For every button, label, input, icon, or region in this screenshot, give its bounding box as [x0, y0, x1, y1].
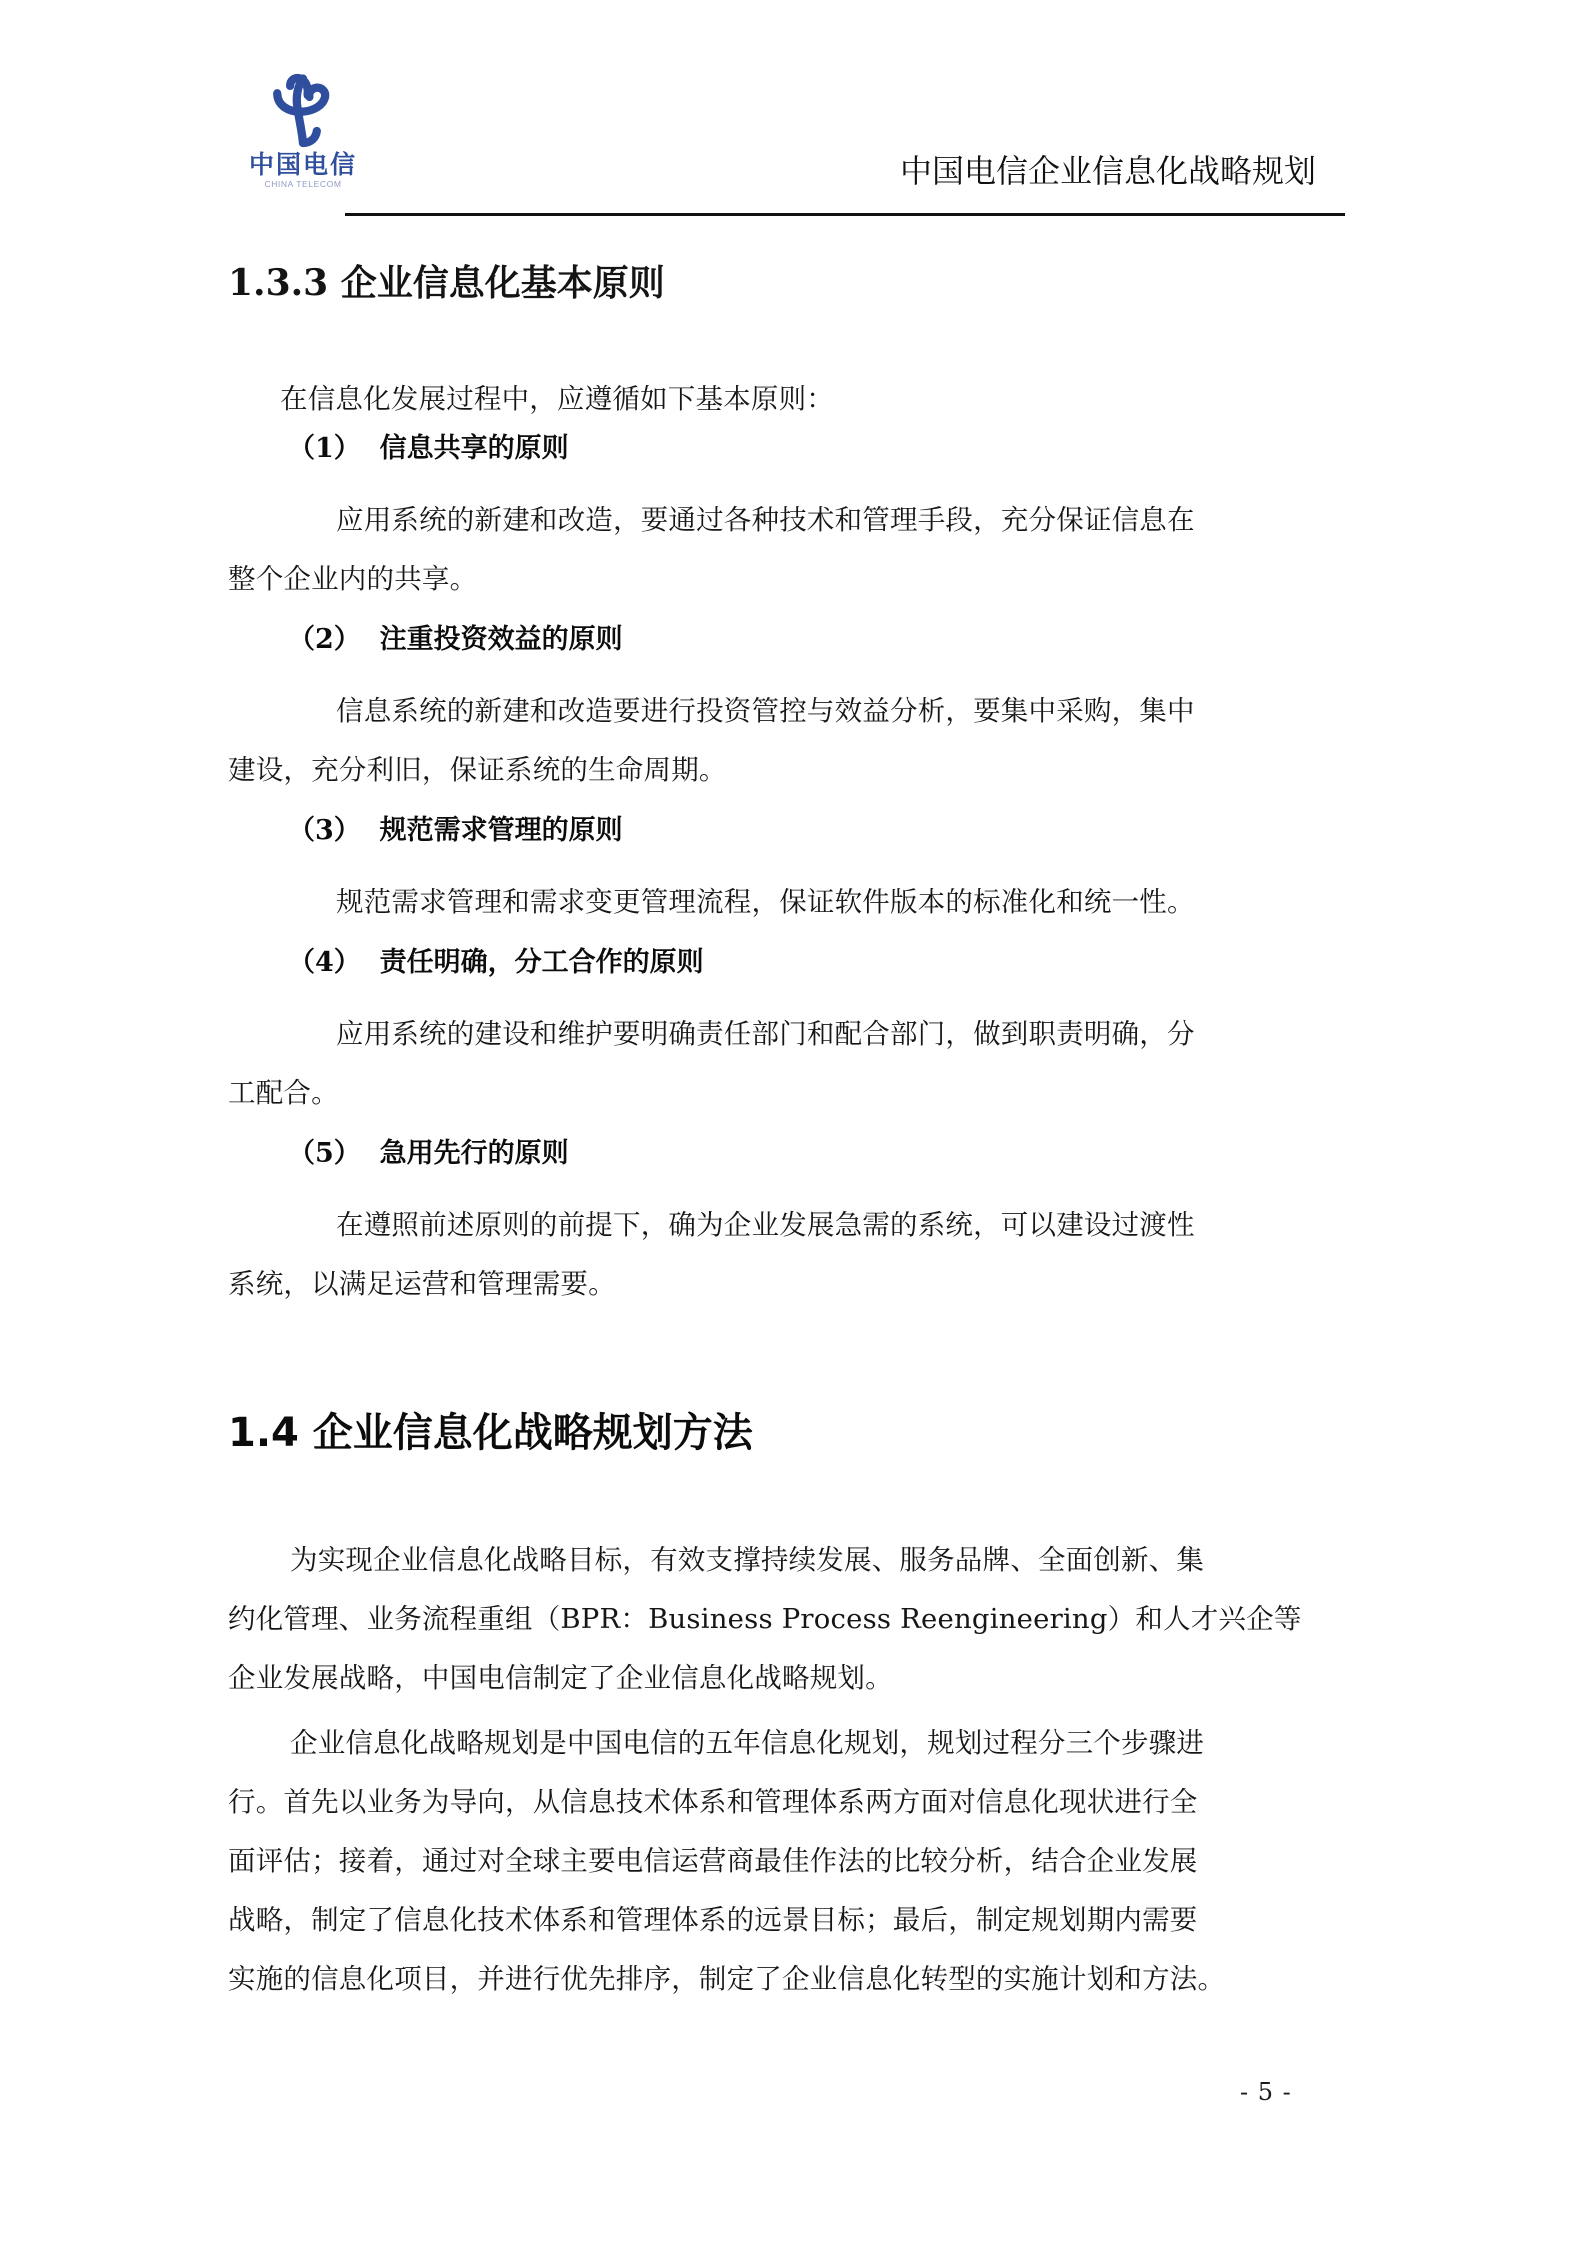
section-1-4-p1-line-2: 约化管理、业务流程重组（BPR：Business Process Reengineering）和人才兴企等 — [228, 1603, 1302, 1635]
principle-5-title: 急用先行的原则 — [379, 1138, 569, 1169]
logo-english-text: CHINA TELECOM — [264, 179, 342, 190]
principle-2-heading — [288, 626, 623, 653]
heading-1-3-3-number: 1.3.3 — [228, 262, 329, 304]
heading-1-3-3-text: 企业信息化基本原则 — [340, 263, 665, 304]
principle-3-title: 规范需求管理的原则 — [379, 815, 623, 846]
principle-3-heading — [288, 817, 623, 844]
section-1-4-p2-line-2: 行。首先以业务为导向，从信息技术体系和管理体系两方面对信息化现状进行全 — [228, 1786, 1198, 1818]
heading-1-4-number: 1.4 — [228, 1410, 299, 1456]
principle-4-heading — [288, 949, 704, 976]
section-1-4-p2-line-5: 实施的信息化项目，并进行优先排序，制定了企业信息化转型的实施计划和方法。 — [228, 1963, 1226, 1995]
logo-chinese-text: 中国电信 — [248, 151, 357, 179]
principle-3-body-line-1: 规范需求管理和需求变更管理流程，保证软件版本的标准化和统一性。 — [336, 886, 1195, 918]
heading-1-4-text: 企业信息化战略规划方法 — [312, 1410, 753, 1456]
section-1-4-p1-line-3: 企业发展战略，中国电信制定了企业信息化战略规划。 — [228, 1662, 893, 1694]
principle-2-marker: （2） — [288, 624, 361, 655]
header-document-title: 中国电信企业信息化战略规划 — [900, 152, 1317, 190]
principle-1-body-line-2: 整个企业内的共享。 — [228, 563, 478, 595]
section-1-4-p2-line-4: 战略，制定了信息化技术体系和管理体系的远景目标；最后，制定规划期内需要 — [228, 1904, 1198, 1936]
principle-4-body-line-1: 应用系统的建设和维护要明确责任部门和配合部门，做到职责明确，分 — [336, 1018, 1195, 1050]
principle-2-title: 注重投资效益的原则 — [379, 624, 623, 655]
principle-4-body-line-2: 工配合。 — [228, 1077, 339, 1109]
principle-1-body-line-1: 应用系统的新建和改造，要通过各种技术和管理手段，充分保证信息在 — [336, 504, 1195, 536]
section-1-4-p2-line-3: 面评估；接着，通过对全球主要电信运营商最佳作法的比较分析，结合企业发展 — [228, 1845, 1198, 1877]
header-divider — [345, 213, 1345, 216]
principle-5-heading — [288, 1140, 569, 1167]
principle-5-body-line-2: 系统，以满足运营和管理需要。 — [228, 1268, 616, 1300]
section-1-4-p1-line-1: 为实现企业信息化战略目标，有效支撑持续发展、服务品牌、全面创新、集 — [290, 1544, 1205, 1576]
principle-5-body-line-1: 在遵照前述原则的前提下，确为企业发展急需的系统，可以建设过渡性 — [336, 1209, 1195, 1241]
principle-3-marker: （3） — [288, 815, 361, 846]
page-header — [0, 0, 1586, 228]
heading-1-3-3 — [228, 262, 665, 304]
heading-1-4 — [228, 1410, 753, 1456]
principle-1-heading — [288, 435, 569, 462]
china-telecom-logo-icon — [257, 62, 349, 154]
section-1-3-3-intro: 在信息化发展过程中，应遵循如下基本原则： — [280, 383, 834, 415]
page-number: - 5 - — [1240, 2078, 1292, 2106]
section-1-4-p2-line-1: 企业信息化战略规划是中国电信的五年信息化规划，规划过程分三个步骤进 — [290, 1727, 1205, 1759]
principle-1-title: 信息共享的原则 — [379, 433, 569, 464]
china-telecom-logo — [228, 62, 378, 207]
principle-2-body-line-1: 信息系统的新建和改造要进行投资管控与效益分析，要集中采购，集中 — [336, 695, 1195, 727]
principle-4-title: 责任明确，分工合作的原则 — [379, 947, 704, 978]
principle-2-body-line-2: 建设，充分利旧，保证系统的生命周期。 — [228, 754, 727, 786]
principle-5-marker: （5） — [288, 1138, 361, 1169]
principle-1-marker: （1） — [288, 433, 361, 464]
principle-4-marker: （4） — [288, 947, 361, 978]
